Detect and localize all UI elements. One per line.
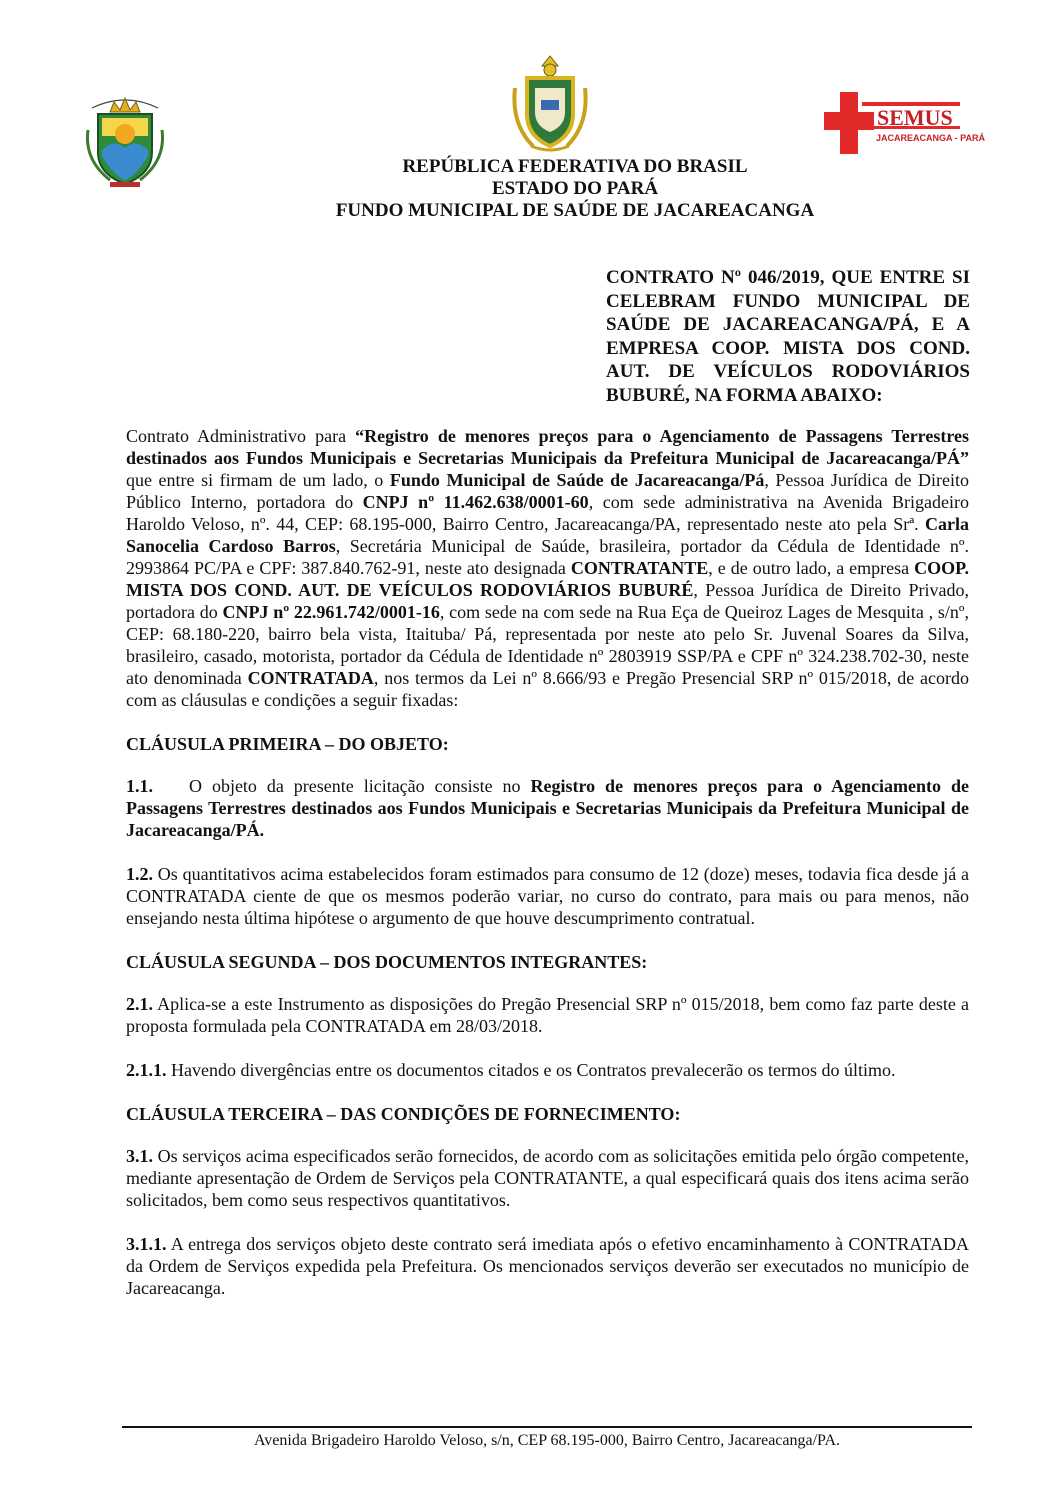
clause-2-title: CLÁUSULA SEGUNDA – DOS DOCUMENTOS INTEGRANTES: bbox=[126, 952, 648, 972]
clause-3-1-1: 3.1.1. A entrega dos serviços objeto deste contrato será imediata após o efetivo encaminhamento à CONTRATADA da Ordem de Serviços expedida pela Prefeitura. Os mencionados serviços deverão ser executados no município de Jacareacanga. bbox=[126, 1234, 969, 1298]
document-header bbox=[150, 156, 950, 222]
clause-3-1: 3.1. Os serviços acima especificados serão fornecidos, de acordo com as solicitações emitida pelo órgão competente, mediante apresentação de Ordem de Serviços pela CONTRATANTE, a qual especificará quais dos itens acima serão solicitados, bem como seus respectivos quantitativos. bbox=[126, 1146, 969, 1210]
clause-1-1: 1.1. O objeto da presente licitação consiste no Registro de menores preços para o Agenciamento de Passagens Terrestres destinados aos Fundos Municipais e Secretarias Municipais da Prefeitura Municipal de Jacareacanga/PÁ. bbox=[126, 776, 969, 840]
contract-body bbox=[126, 425, 969, 1321]
semus-logo-subtext: JACAREACANGA - PARÁ bbox=[876, 133, 986, 143]
clause-2-1-1: 2.1.1. Havendo divergências entre os documentos citados e os Contratos prevalecerão os termos do último. bbox=[126, 1060, 896, 1080]
clause-2-1: 2.1. Aplica-se a este Instrumento as disposições do Pregão Presencial SRP nº 015/2018, bem como faz parte deste a proposta formulada pela CONTRATADA em 28/03/2018. bbox=[126, 994, 969, 1036]
footer-divider bbox=[122, 1426, 972, 1428]
clause-3-title: CLÁUSULA TERCEIRA – DAS CONDIÇÕES DE FORNECIMENTO: bbox=[126, 1104, 681, 1124]
semus-logo bbox=[822, 92, 986, 154]
header-line-1: REPÚBLICA FEDERATIVA DO BRASIL bbox=[402, 156, 748, 177]
header-line-3: FUNDO MUNICIPAL DE SAÚDE DE JACAREACANGA bbox=[335, 200, 815, 221]
intro-paragraph: Contrato Administrativo para “Registro de menores preços para o Agenciamento de Passagens Terrestres destinados aos Fundos Municipais e Secretarias Municipais da Prefeitura Municipal de Jacareacanga/PÁ” que entre si firmam de um lado, o Fundo Municipal de Saúde de Jacareacanga/Pá, Pessoa Jurídica de Direito Público Interno, portadora do CNPJ nº 11.462.638/0001-60, com sede administrativa na Avenida Brigadeiro Haroldo Veloso, nº. 44, CEP: 68.195-000, Bairro Centro, Jacareacanga/PA, representado neste ato pela Srª. Carla Sanocelia Cardoso Barros, Secretária Municipal de Saúde, brasileira, portador da Cédula de Identidade nº. 2993864 PC/PA e CPF: 387.840.762-91, neste ato designada CONTRATANTE, e de outro lado, a empresa COOP. MISTA DOS COND. AUT. DE VEÍCULOS RODOVIÁRIOS BUBURÉ, Pessoa Jurídica de Direito Privado, portadora do CNPJ nº 22.961.742/0001-16, com sede na com sede na Rua Eça de Queiroz Lages de Mesquita , s/nº, CEP: 68.180-220, bairro bela vista, Itaituba/ Pá, representada por neste ato pelo Sr. Juvenal Soares da Silva, brasileiro, casado, motorista, portador da Cédula de Identidade nº 2803919 SSP/PA e CPF nº 324.238.702-30, neste ato denominada CONTRATADA, nos termos da Lei nº 8.666/93 e Pregão Presencial SRP nº 015/2018, de acordo com as cláusulas e condições a seguir fixadas: bbox=[126, 426, 970, 710]
footer-address: Avenida Brigadeiro Haroldo Veloso, s/n, CEP 68.195-000, Bairro Centro, Jacareacanga/PA. bbox=[253, 1432, 841, 1449]
clause-1-2: 1.2. Os quantitativos acima estabelecidos foram estimados para consumo de 12 (doze) meses, todavia fica desde já a CONTRATADA ciente de que os mesmos poderão variar, no curso do contrato, para mais ou para menos, não ensejando nesta última hipótese o argumento de que houve descumprimento contratual. bbox=[126, 864, 969, 928]
semus-logo-text: SEMUS bbox=[877, 105, 953, 130]
contract-title: CONTRATO Nº 046/2019, QUE ENTRE SI CELEBRAM FUNDO MUNICIPAL DE SAÚDE DE JACAREACANGA/PÁ, E A EMPRESA COOP. MISTA DOS COND. AUT. DE VEÍCULOS RODOVIÁRIOS BUBURÉ, NA FORMA ABAIXO: bbox=[606, 267, 970, 406]
clause-1-title: CLÁUSULA PRIMEIRA – DO OBJETO: bbox=[126, 734, 449, 754]
header-line-2: ESTADO DO PARÁ bbox=[491, 178, 659, 199]
state-coat-of-arms-logo bbox=[505, 54, 595, 154]
